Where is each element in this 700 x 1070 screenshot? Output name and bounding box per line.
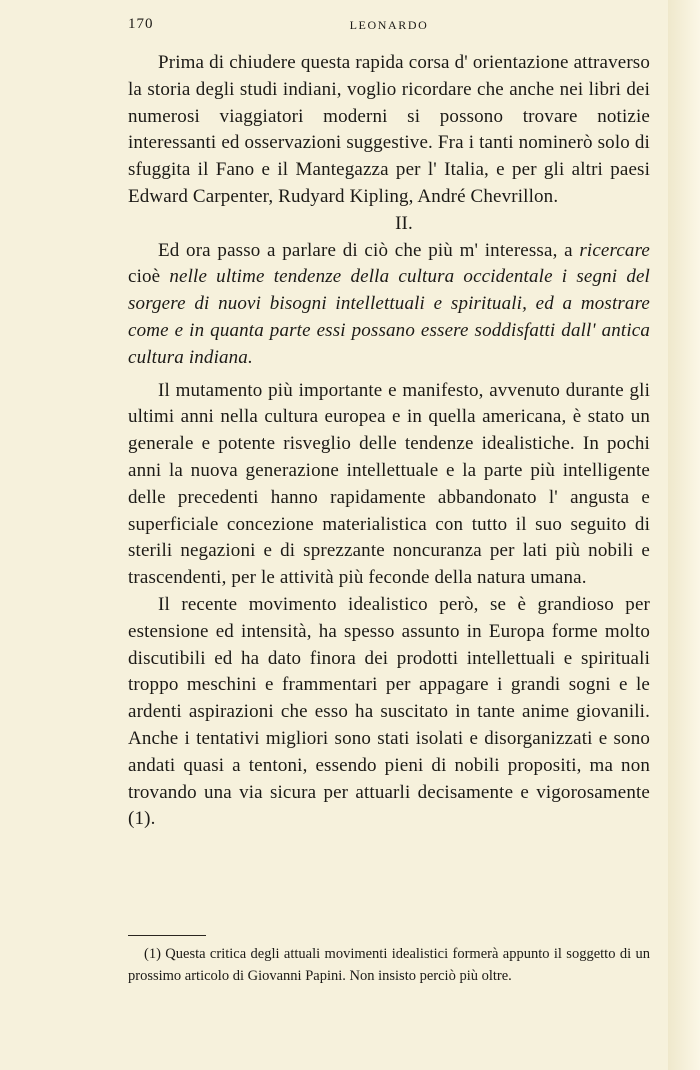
paragraph-2-mid: cioè [128,266,170,288]
paragraph-2-lead: Ed ora passo a parlare di ciò che più m' interessa, a [158,239,580,261]
footnote [128,944,650,987]
running-head: LEONARDO [349,18,429,32]
paragraph-2 [128,238,650,372]
section-number: II. [395,212,413,234]
paragraph-3: Il mutamento più importante e manifesto, avvenuto durante gli ultimi anni nella cultura europea e in quella americana, è stato un generale e potente risveglio delle tendenze idealistiche. In pochi anni la nuova generazione intellettuale e la parte più intelligente delle precedenti hanno rapidamente abbandonato l' angusta e superficiale concezione materialistica con tutto il suo seguito di sterili negazioni e di sprezzante noncuranza per lati più nobili e trascendenti, per le attività più feconde della natura umana. [128,379,650,589]
paragraph-4: Il recente movimento idealistico però, se è grandioso per estensione ed intensità, ha spesso assunto in Europa forme molto discutibili ed ha dato finora dei prodotti intellettuali e spirituali troppo meschini e frammentari per appagare i grandi sogni e le ardenti aspirazioni che esso ha suscitato in tante anime giovanili. Anche i tentativi migliori sono stati isolati e disorganizzati e sono andati quasi a tentoni, essendo pieni di nobili propositi, ma non trovando una via sicura per attuarli decisamente e vigorosamente (1). [128,593,650,830]
page-header [128,16,650,38]
paragraph-2-italic-thesis: nelle ultime tendenze della cultura occidentale i segni del sorgere di nuovi bisogni intellettuali e spirituali, ed a mostrare come e in quanta parte essi possano essere soddisfatti dall' antica cultura indiana. [128,266,650,368]
footnote-text: (1) Questa critica degli attuali movimenti idealistici formerà appunto il soggetto di un prossimo articolo di Giovanni Papini. Non insisto perciò più oltre. [128,946,650,984]
paragraph-2-italic-verb: ricercare [579,239,650,261]
paragraph-1: Prima di chiudere questa rapida corsa d' orientazione attraverso la storia degli studi indiani, voglio ricordare che anche nei libri dei numerosi viaggiatori moderni si possono trovare notizie interessanti ed osservazioni suggestive. Fra i tanti nominerò solo di sfuggita il Fano e il Mantegazza per l' Italia, e per gli altri paesi Edward Carpenter, Rudyard Kipling, André Chevrillon. [128,52,650,207]
body-text [128,50,650,833]
page-number: 170 [128,16,154,32]
footnote-rule [128,935,206,936]
